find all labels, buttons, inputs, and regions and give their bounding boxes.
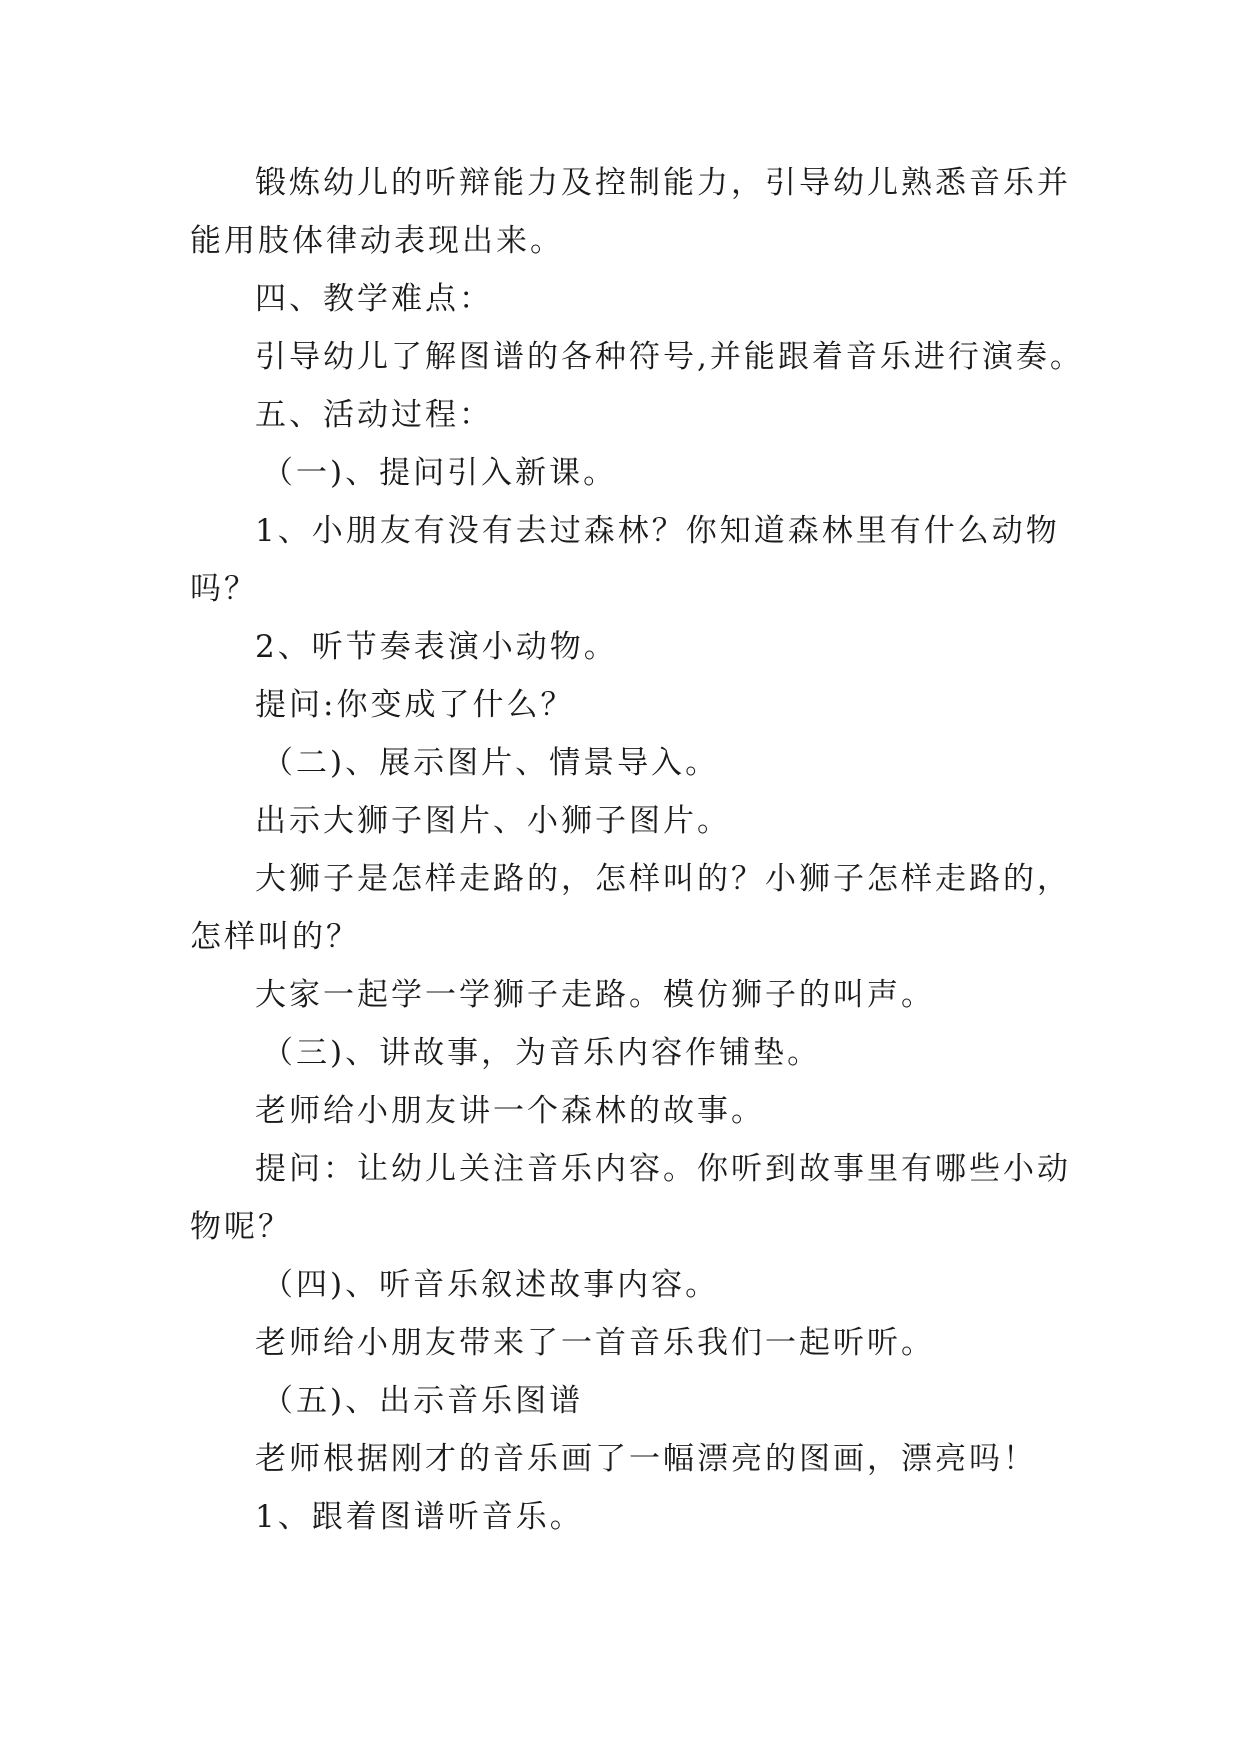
subsection-heading: （四)、听音乐叙述故事内容。 (262, 1267, 720, 1303)
section-heading: 四、教学难点： (255, 281, 493, 317)
section-heading: 五、活动过程： (255, 397, 493, 433)
paragraph-line: 物呢？ (190, 1209, 292, 1245)
paragraph-line: 老师给小朋友讲一个森林的故事。 (255, 1093, 765, 1129)
paragraph-line: 2、听节奏表演小动物。 (255, 629, 618, 665)
paragraph-line: 引导幼儿了解图谱的各种符号,并能跟着音乐进行演奏。 (255, 339, 1084, 375)
paragraph-line: 提问：让幼儿关注音乐内容。你听到故事里有哪些小动 (255, 1151, 1071, 1187)
paragraph-line: 1、小朋友有没有去过森林？你知道森林里有什么动物 (255, 513, 1060, 549)
paragraph-line: 提问:你变成了什么？ (255, 687, 575, 723)
paragraph-line: 大狮子是怎样走路的，怎样叫的？小狮子怎样走路的， (255, 861, 1071, 897)
paragraph-line: 出示大狮子图片、小狮子图片。 (255, 803, 731, 839)
subsection-heading: （五)、出示音乐图谱 (262, 1383, 584, 1419)
paragraph-line: 1、跟着图谱听音乐。 (255, 1499, 584, 1535)
paragraph-line: 老师根据刚才的音乐画了一幅漂亮的图画，漂亮吗！ (255, 1441, 1037, 1477)
paragraph-line: 吗？ (190, 571, 258, 607)
paragraph-line: 锻炼幼儿的听辩能力及控制能力，引导幼儿熟悉音乐并 (255, 165, 1071, 201)
paragraph-line: 怎样叫的？ (190, 919, 360, 955)
subsection-heading: （二)、展示图片、情景导入。 (262, 745, 720, 781)
paragraph-line: 老师给小朋友带来了一首音乐我们一起听听。 (255, 1325, 935, 1361)
subsection-heading: （三)、讲故事，为音乐内容作铺垫。 (262, 1035, 822, 1071)
paragraph-line: 大家一起学一学狮子走路。模仿狮子的叫声。 (255, 977, 935, 1013)
paragraph-line: 能用肢体律动表现出来。 (190, 223, 564, 259)
subsection-heading: （一)、提问引入新课。 (262, 455, 618, 491)
